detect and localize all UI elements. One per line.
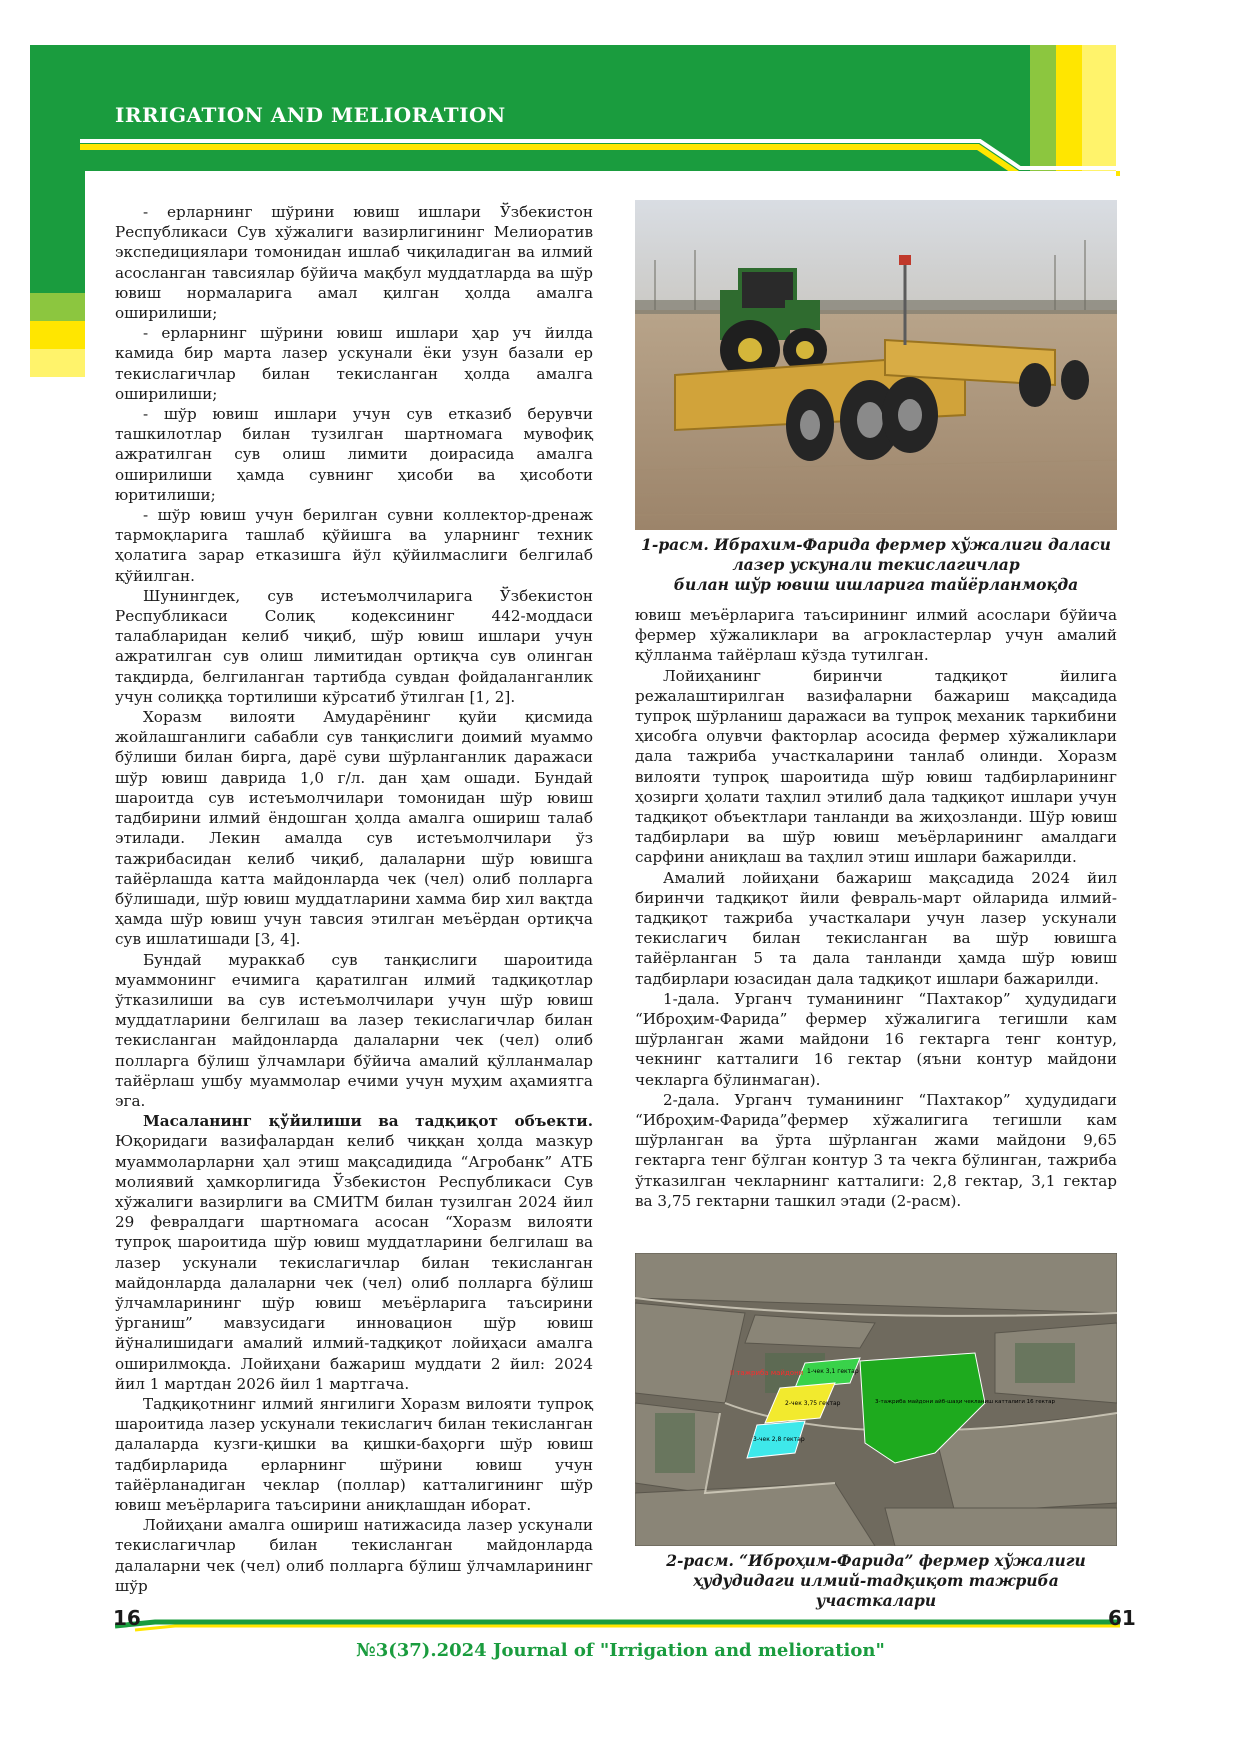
map-label-plot3: 3-чек 2,8 гектар bbox=[753, 1436, 805, 1443]
section-text: Юқоридаги вазифалардан келиб чиққан ҳолда мазкур муаммоларларни ҳал этиш мақсадидида “Агробанк” АТБ молиявий ҳамкорлигида Ўзбекистон Республикаси Сув хўжалиги вазирлиги ва СМИТМ билан тузилган 2024 йил 29 февралдаги шартномага асосан “Хоразм вилояти тупроқ шароитида шўр ювиш муддатларини белгилаш ва лазер ускунали текислагичлар билан текисланган майдонларда далаларни чек (чел) олиб полларга бўлиш ўлчамларининг шўр ювиш меъёрларига таъсирини ўрганиш” мавзусидаги инновацион шўр ювиш йўналишидаги амалий илмий-тадқиқот лойиҳаси амалга оширилмоқда. Лойиҳани бажариш муддати 2 йил: 2024 йил 1 мартдан 2026 йил 1 мартгача. bbox=[115, 1132, 593, 1393]
left-strip-lime bbox=[30, 293, 85, 321]
paragraph: Хоразм вилояти Амударёнинг қуйи қисмида жойлашганлиги сабабли сув танқислиги доимий муаммо бўлиши билан бирга, дарё суви шўрланганлик даражаси шўр ювиш даврида 1,0 г/л. дан ҳам ошади. Бундай шароитда сув истеъмолчилари томонидан шўр ювиш тадбирини илмий ёндошган ҳолда амалга ошириш талаб этилади. Лекин амалда сув истеъмолчилари ўз тажрибасидан келиб чиқиб, далаларни шўр ювишга тайёрлашда катта майдонларда чек (чел) олиб полларга бўлишади, шўр ювиш муддатларини хамма бир хил вақтда ҳамда шўр ювиш учун тавсия этилган меъёрдан ортиқча сув ишлатишади [3, 4]. bbox=[115, 708, 593, 949]
journal-header-title: IRRIGATION AND MELIORATION bbox=[115, 103, 506, 127]
paragraph: Шунингдек, сув истеъмолчиларига Ўзбекистон Республикаси Солиқ кодексининг 442-моддаси талабларидан келиб чиқиб, шўр ювиш ишлари учун ажратилган сув олиш лимитидан ортиқча сув олинган тақдирда, белгиланган тартибда сувдан фойдаланганлик учун солиққа тортилиши кўрсатиб ўтилган [1, 2]. bbox=[115, 586, 593, 706]
paragraph: - шўр ювиш учун берилган сувни коллектор-дренаж тармоқларига ташлаб қўйишга ва уларнинг техник ҳолатига зарар етказишга йўл қўйилмаслиги белгилаб қўйилган. bbox=[115, 506, 593, 585]
caption-line: билан шўр ювиш ишларига тайёрланмоқда bbox=[673, 575, 1079, 594]
caption-line: лазер ускунали текислагичлар bbox=[732, 555, 1020, 574]
paragraph: Лойиҳанинг биринчи тадқиқот йилига режалаштирилган вазифаларни бажариш мақсадида тупроқ шўрланиш даражаси ва тупроқ механик таркибини ҳисобга олувчи факторлар асосида фермер хўжаликлари дала тажриба участкаларини танлаб олинди. Хоразм вилояти тупроқ шароитида шўр ювиш тадбирларининг ҳозирги ҳолати таҳлил этилиб дала тадқиқот ишлари учун тадқиқот объектлари танланди ва жиҳозланди. Шўр ювиш тадбирлари ва шўр ювиш меъёрларининг амалдаги сарфини аниқлаш ва таҳлил этиш ишлари бажарилди. bbox=[635, 666, 1117, 867]
caption-line: 1-расм. Ибрахим-Фарида фермер хўжалиги даласи bbox=[641, 535, 1111, 554]
map-label-experimental: II тажриба майдони bbox=[730, 1369, 804, 1377]
paragraph: - шўр ювиш ишлари учун сув етказиб берувчи ташкилотлар билан тузилган шартномага мувофиқ ажратилган сув олиш лимити доирасида амалга оширилиши ҳамда сувнинг ҳисоби ва ҳисоботи юритилиши; bbox=[115, 405, 593, 504]
paragraph: - ерларнинг шўрини ювиш ишлари ҳар уч йилда камида бир марта лазер ускунали ёки узун базали ер текислагичлар билан текисланган ҳолда амалга оширилиши; bbox=[115, 324, 593, 403]
figure-2-caption: 2-расм. “Иброҳим-Фарида” фермер хўжалиги ҳудудидаги илмий-тадқиқот тажриба участкалари bbox=[666, 1551, 1086, 1610]
paragraph: Лойиҳани амалга ошириш натижасида лазер ускунали текислагичлар билан текисланган майдонларда далаларни чек (чел) олиб полларга бўлиш ўлчамларининг шўр bbox=[115, 1516, 593, 1595]
header-underline bbox=[80, 136, 1120, 176]
map-label-plot1: 1-чек 3,1 гектар bbox=[807, 1368, 859, 1375]
left-strip-pale bbox=[30, 349, 85, 377]
left-strip-yellow bbox=[30, 321, 85, 349]
footer-rule bbox=[115, 1612, 1125, 1636]
page-number-left: 16 bbox=[113, 1606, 141, 1630]
map-label-plot2: 2-чек 3,75 гектар bbox=[785, 1400, 841, 1407]
paragraph: Тадқиқотнинг илмий янгилиги Хоразм вилояти тупроқ шароитида лазер ускунали текислагич билан текисланган далаларда кузги-қишки ва қишки-баҳорги шўр ювиш тадбирларида ерларнинг шўрини ювиш учун тайёрланадиган чеклар (поллар) катталигининг шўр ювиш меъёрларига таъсирини аниқлашдан иборат. bbox=[115, 1394, 593, 1514]
figure-2-map bbox=[635, 1253, 1117, 1546]
paragraph: ювиш меъёрларига таъсирининг илмий асослари бўйича фермер хўжаликлари ва агрокластерлар учун амалий қўлланма тайёрлаш кўзда тутилган. bbox=[635, 606, 1117, 665]
paragraph: Амалий лойиҳани бажариш мақсадида 2024 йил биринчи тадқиқот йили февраль-март ойларида илмий-тадқиқот тажриба участкалари учун лазер ускунали текислагич билан текисланган ва шўр ювишга тайёрланган 5 та дала танланди ҳамда шўр ювиш тадбирлари юзасидан дала тадқиқот ишлари бажарилди. bbox=[635, 868, 1117, 988]
paragraph: 2-дала. Урганч туманининг “Пахтакор” ҳудудидаги “Иброҳим-Фарида”фермер хўжалигига тегишли кам шўрланган ва ўрта шўрланган жами майдони 9,65 гектарга тенг бўлган контур 3 та чекга бўлинган, тажриба ўтказилган чекларнинг катталиги: 2,8 гектар, 3,1 гектар ва 3,75 гектарни ташкил этади (2-расм). bbox=[635, 1090, 1117, 1210]
figure-1-caption bbox=[635, 535, 1117, 595]
paragraph: 1-дала. Урганч туманининг “Пахтакор” ҳудудидаги “Иброҳим-Фарида” фермер хўжалигига тегишли кам шўрланган жами майдони 16 гектарга тенг контур, чекнинг катталиги 16 гектар (яъни контур майдони чекларга бўлинмаган). bbox=[635, 989, 1117, 1089]
page-number-right: 61 bbox=[1108, 1606, 1136, 1630]
paragraph: - ерларнинг шўрини ювиш ишлари Ўзбекистон Республикаси Сув хўжалиги вазирлигининг Мелиоратив экспедициялари томонидан ишлаб чиқиладиган ва илмий асосланган тавсиялар бўйича мақбул муддатларда ва шўр ювиш нормаларига амал қилган ҳолда амалга оширилиши; bbox=[115, 203, 593, 323]
map-label-big-plot: 3-тажриба майдони айб-шаҳи чекланиш катталиги 16 гектар bbox=[875, 1399, 1056, 1405]
journal-footer-title: №3(37).2024 Journal of "Irrigation and melioration" bbox=[356, 1640, 885, 1661]
section-heading: Масаланинг қўйилиши ва тадқиқот объекти. bbox=[143, 1112, 593, 1131]
left-strip bbox=[30, 171, 85, 293]
figure-1-photo bbox=[635, 200, 1117, 530]
header-cut bbox=[85, 171, 1116, 191]
paragraph: Бундай мураккаб сув танқислиги шароитида муаммонинг ечимига қаратилган илмий тадқиқотлар ўтказилиши ва сув истеъмолчилари учун шўр ювиш муддатларини белгилаш ва лазер текислагичлар билан текисланган майдонларда далаларни чек (чел) олиб полларга бўлиш ўлчамлари бўйича амалий қўлланмалар тайёрлаш ушбу муаммолар ечими учун муҳим аҳамиятга эга. bbox=[115, 950, 593, 1110]
left-column bbox=[115, 202, 593, 1596]
paragraph-section-head bbox=[115, 1111, 593, 1394]
right-column bbox=[635, 605, 1117, 1211]
